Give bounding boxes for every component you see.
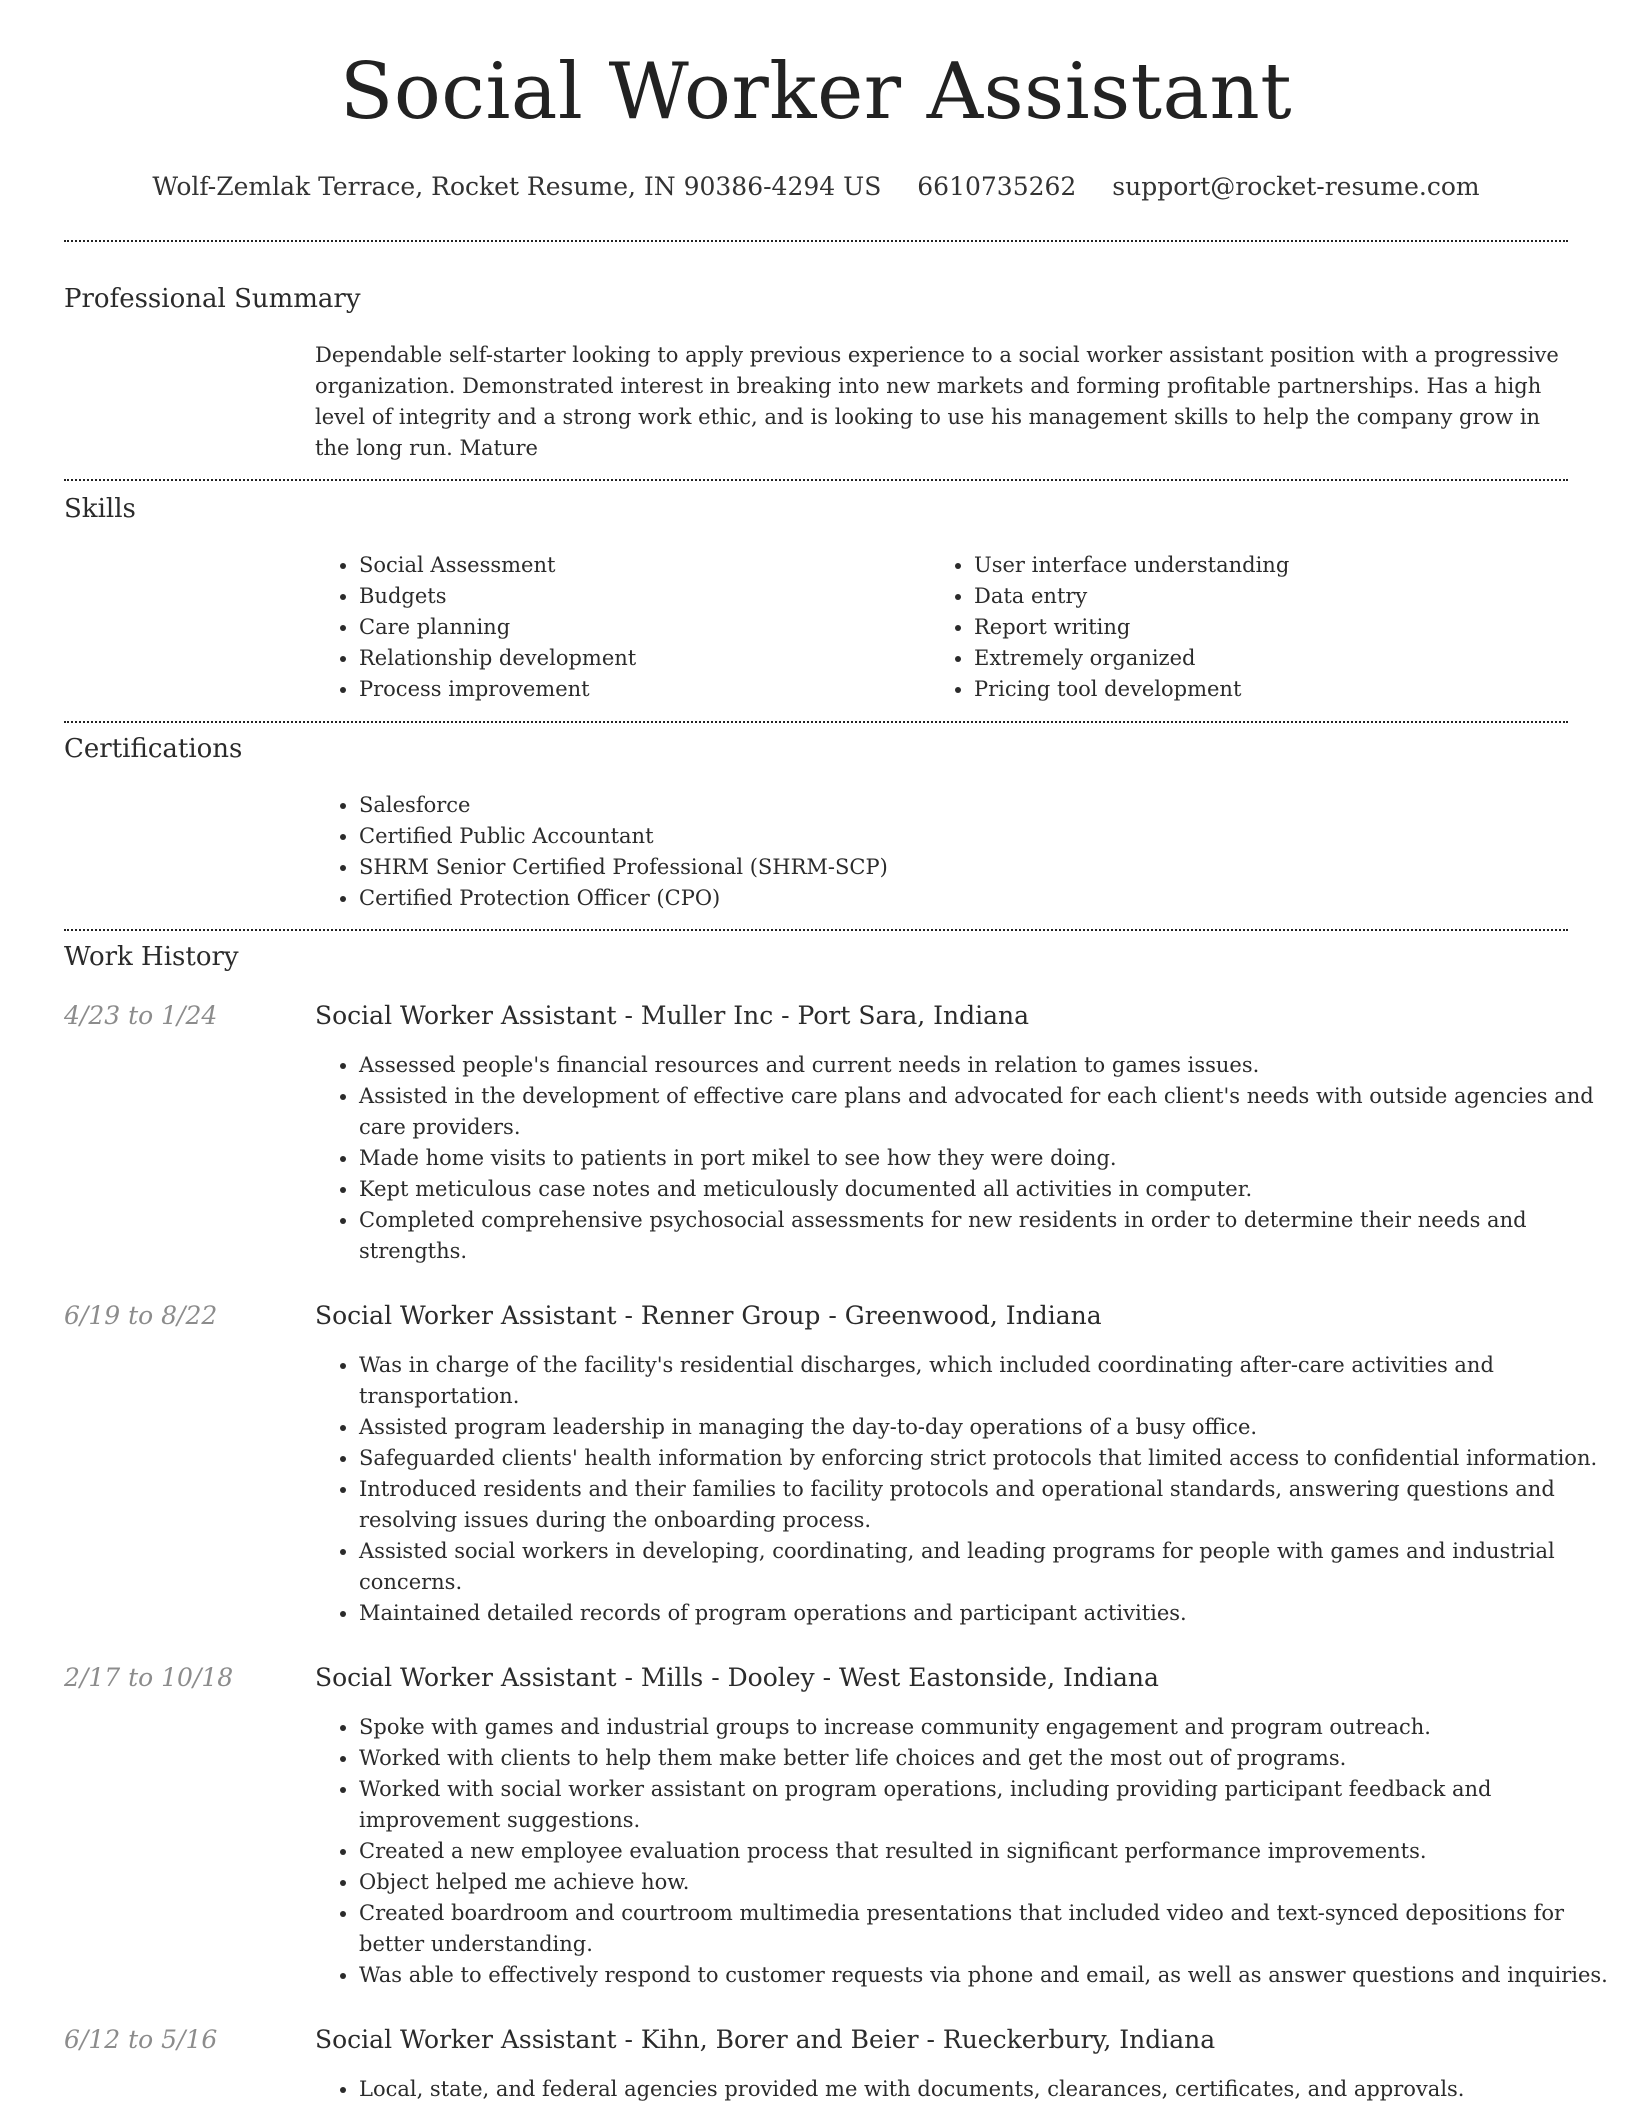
job-title: Social Worker Assistant - Kihn, Borer and Beier - Rueckerbury, Indiana: [315, 2025, 1216, 2054]
list-item: • Care planning: [359, 612, 919, 643]
list-item: • Report writing: [974, 612, 1574, 643]
list-item: • Worked with clients to help them make better life choices and get the most out of programs.: [359, 1743, 1609, 1774]
section-divider: [64, 721, 1568, 723]
section-divider: [64, 479, 1568, 481]
list-item: • Spoke with games and industrial groups to increase community engagement and program outreach.: [359, 1712, 1609, 1743]
job-bullets: [315, 1050, 1609, 1267]
job-bullets: [315, 1350, 1609, 1629]
skills-list-left: [315, 550, 919, 705]
job-title: Social Worker Assistant - Mills - Dooley - West Eastonside, Indiana: [315, 1663, 1159, 1692]
certifications-heading: Certifications: [64, 734, 243, 764]
list-item: • User interface understanding: [974, 550, 1574, 581]
work-history-heading: Work History: [64, 942, 239, 972]
list-item: • Local, state, and federal agencies provided me with documents, clearances, certificates, and approvals.: [359, 2074, 1609, 2105]
list-item: • Assisted in the development of effective care plans and advocated for each client's needs with outside agencies and care providers.: [359, 1081, 1609, 1143]
list-item: • Introduced residents and their families to facility protocols and operational standards, answering questions and resolving issues during the onboarding process.: [359, 1474, 1609, 1536]
job-bullets: [315, 2074, 1609, 2105]
contact-line: [64, 172, 1568, 201]
summary-text: Dependable self-starter looking to apply previous experience to a social worker assistant position with a progressive organization. Demonstrated interest in breaking into new markets and forming profitable partnerships. Has a high level of integrity and a strong work ethic, and is looking to use his management skills to help the company grow in the long run. Mature: [315, 343, 1559, 460]
list-item: • Safeguarded clients' health information by enforcing strict protocols that limited access to confidential information.: [359, 1443, 1609, 1474]
phone: 6610735262: [917, 172, 1077, 201]
skills-heading: Skills: [64, 494, 136, 524]
list-item: • SHRM Senior Certified Professional (SHRM-SCP): [359, 852, 1559, 883]
list-item: • Made home visits to patients in port mikel to see how they were doing.: [359, 1143, 1609, 1174]
list-item: • Certified Public Accountant: [359, 821, 1559, 852]
list-item: • Created boardroom and courtroom multimedia presentations that included video and text-synced depositions for better understanding.: [359, 1898, 1609, 1960]
list-item: • Process improvement: [359, 674, 919, 705]
section-divider: [64, 240, 1568, 242]
address: Wolf-Zemlak Terrace, Rocket Resume, IN 90386-4294 US: [152, 172, 882, 201]
summary-heading: Professional Summary: [64, 284, 361, 314]
job-dates: 4/23 to 1/24: [64, 1001, 218, 1030]
list-item: • Assessed people's financial resources and current needs in relation to games issues.: [359, 1050, 1609, 1081]
list-item: • Was in charge of the facility's residential discharges, which included coordinating after-care activities and transportation.: [359, 1350, 1609, 1412]
list-item: • Salesforce: [359, 790, 1559, 821]
list-item: • Budgets: [359, 581, 919, 612]
list-item: • Maintained detailed records of program operations and participant activities.: [359, 1598, 1609, 1629]
list-item: • Was able to effectively respond to customer requests via phone and email, as well as answer questions and inquiries.: [359, 1960, 1609, 1991]
list-item: • Relationship development: [359, 643, 919, 674]
list-item: • Object helped me achieve how.: [359, 1867, 1609, 1898]
section-divider: [64, 929, 1568, 931]
resume-title: Social Worker Assistant: [339, 47, 1293, 137]
list-item: • Social Assessment: [359, 550, 919, 581]
job-title: Social Worker Assistant - Renner Group - Greenwood, Indiana: [315, 1301, 1102, 1330]
list-item: • Assisted social workers in developing, coordinating, and leading programs for people with games and industrial concerns.: [359, 1536, 1609, 1598]
list-item: • Assisted program leadership in managing the day-to-day operations of a busy office.: [359, 1412, 1609, 1443]
list-item: • Created a new employee evaluation process that resulted in significant performance improvements.: [359, 1836, 1609, 1867]
list-item: • Completed comprehensive psychosocial assessments for new residents in order to determine their needs and strengths.: [359, 1205, 1609, 1267]
job-dates: 6/19 to 8/22: [64, 1301, 218, 1330]
list-item: • Certified Protection Officer (CPO): [359, 883, 1559, 914]
list-item: • Extremely organized: [974, 643, 1574, 674]
job-title: Social Worker Assistant - Muller Inc - Port Sara, Indiana: [315, 1001, 1030, 1030]
list-item: • Kept meticulous case notes and meticulously documented all activities in computer.: [359, 1174, 1609, 1205]
job-bullets: [315, 1712, 1609, 1991]
list-item: • Data entry: [974, 581, 1574, 612]
skills-list-right: [930, 550, 1574, 705]
job-dates: 6/12 to 5/16: [64, 2025, 218, 2054]
email[interactable]: support@rocket-resume.com: [1112, 172, 1480, 201]
certifications-list: [315, 790, 1559, 914]
list-item: • Worked with social worker assistant on program operations, including providing participant feedback and improvement suggestions.: [359, 1774, 1609, 1836]
job-dates: 2/17 to 10/18: [64, 1663, 234, 1692]
list-item: • Pricing tool development: [974, 674, 1574, 705]
